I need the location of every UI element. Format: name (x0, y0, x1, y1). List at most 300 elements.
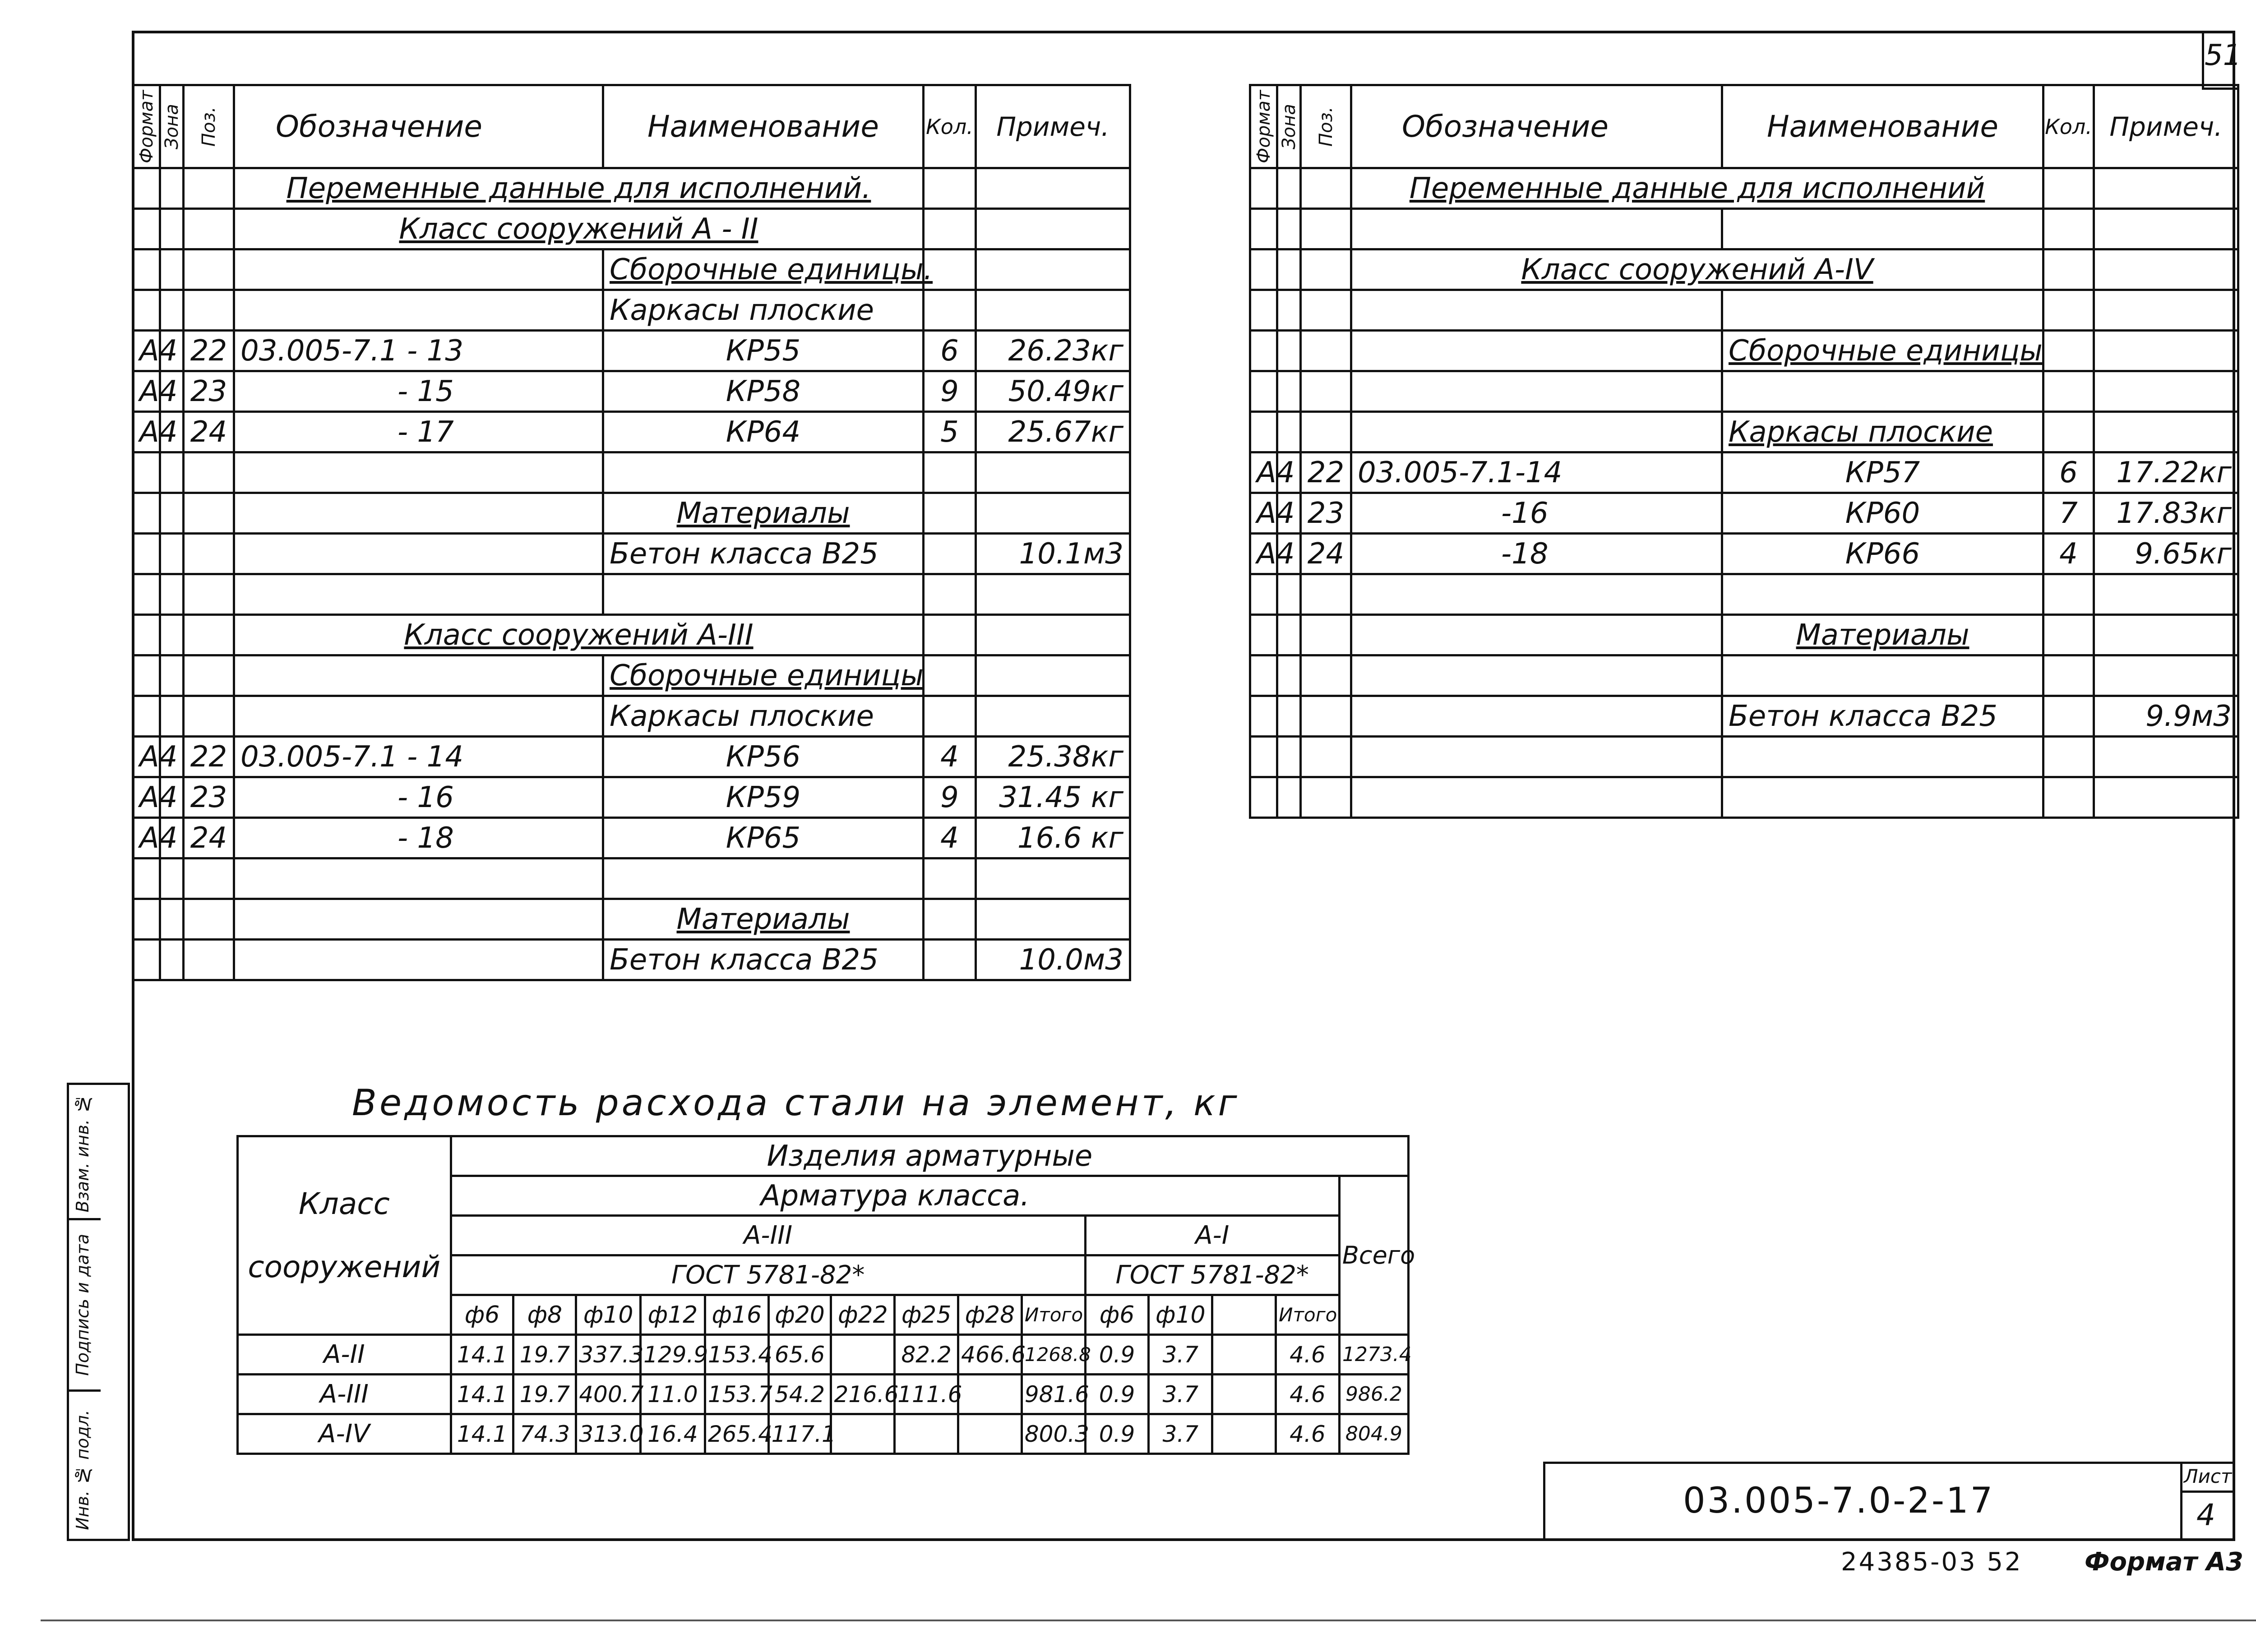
pos-cell (184, 615, 234, 655)
steel-value-cell: 54.2 (768, 1375, 831, 1414)
spec-row (133, 371, 1130, 412)
steel-col-header: ф12 (641, 1295, 705, 1335)
pos-cell (184, 209, 234, 249)
designation-cell (234, 940, 603, 980)
format-label: Формат А3 (2085, 1547, 2243, 1577)
qty-cell (2043, 737, 2094, 777)
spec-row (133, 858, 1130, 899)
note-cell: 9.9м3 (2094, 696, 2238, 737)
qty-cell (2043, 168, 2094, 209)
header-note: Примеч. (2094, 85, 2238, 168)
steel-row (238, 1375, 1409, 1414)
name-cell (1722, 290, 2043, 331)
format-cell (1250, 290, 1277, 331)
qty-cell (2043, 412, 2094, 452)
section-heading (1351, 249, 2043, 290)
side-stamp (67, 1083, 130, 1541)
spec-row (133, 818, 1130, 858)
designation-cell (1351, 777, 1722, 818)
note-cell: 25.38кг (976, 737, 1130, 777)
name-cell (603, 940, 924, 980)
note-cell (2094, 655, 2238, 696)
steel-col-header: ф6 (451, 1295, 513, 1335)
name-text: Сборочные единицы (1729, 334, 2043, 368)
gost-a3: ГОСТ 5781-82* (451, 1255, 1085, 1295)
name-text: Каркасы плоские (610, 293, 874, 327)
name-text: Бетон класса В25 (610, 943, 878, 977)
format-cell (133, 615, 160, 655)
name-cell (1722, 615, 2043, 655)
pos-cell (1301, 331, 1351, 371)
name-text: КР55 (726, 334, 801, 368)
steel-value-cell: 313.0 (576, 1414, 641, 1454)
class-cell: А-III (238, 1375, 451, 1414)
format-cell (1250, 574, 1277, 615)
steel-row (238, 1414, 1409, 1454)
qty-cell (2043, 777, 2094, 818)
format-cell (133, 899, 160, 940)
pos-cell (184, 655, 234, 696)
name-cell (603, 858, 924, 899)
designation-cell (234, 574, 603, 615)
name-cell (1722, 331, 2043, 371)
name-cell (603, 412, 924, 452)
steel-value-cell (958, 1375, 1022, 1414)
sheet-number-bottom: 4 (2196, 1498, 2215, 1532)
designation-cell (234, 534, 603, 574)
zone-cell (1277, 168, 1301, 209)
designation-cell (1351, 412, 1722, 452)
name-text: Сборочные единицы (610, 659, 924, 692)
pos-cell: 22 (1301, 452, 1351, 493)
format-cell (1250, 168, 1277, 209)
format-cell: А4 (133, 737, 160, 777)
qty-cell (924, 452, 976, 493)
format-cell (1250, 777, 1277, 818)
steel-table-title: Ведомость расхода стали на элемент, кг (352, 1082, 1240, 1124)
gost-a1: ГОСТ 5781-82* (1085, 1255, 1339, 1295)
name-text: КР59 (726, 780, 801, 814)
name-text: КР56 (726, 740, 801, 774)
designation-cell: 03.005-7.1 - 14 (234, 737, 603, 777)
qty-cell (2043, 371, 2094, 412)
zone-cell (160, 940, 184, 980)
zone-cell (160, 534, 184, 574)
pos-cell (184, 168, 234, 209)
spec-row (133, 899, 1130, 940)
header-format: Формат (1250, 85, 1277, 168)
pos-cell: 22 (184, 737, 234, 777)
zone-cell (1277, 331, 1301, 371)
name-cell (603, 331, 924, 371)
spec-row (1250, 655, 2238, 696)
note-cell (2094, 737, 2238, 777)
steel-col-header: ф8 (513, 1295, 576, 1335)
sign-date-label: Подпись и дата (73, 1234, 92, 1376)
zone-cell (1277, 209, 1301, 249)
rebar-header: Арматура класса. (451, 1176, 1339, 1216)
format-cell (133, 655, 160, 696)
class-header-line2: сооружений (248, 1249, 441, 1284)
spec-row (133, 696, 1130, 737)
qty-cell (2043, 331, 2094, 371)
qty-cell (924, 899, 976, 940)
designation-cell (1351, 290, 1722, 331)
section-heading-text: Переменные данные для исполнений (1409, 171, 1985, 205)
pos-cell (1301, 412, 1351, 452)
products-header: Изделия арматурные (451, 1136, 1408, 1176)
pos-cell (184, 290, 234, 331)
header-designation: Обозначение (234, 85, 603, 168)
qty-cell (924, 574, 976, 615)
steel-value-cell: 1268.8 (1022, 1335, 1085, 1375)
steel-value-cell: 117.1 (768, 1414, 831, 1454)
designation-cell (1351, 696, 1722, 737)
format-cell: А4 (1250, 493, 1277, 534)
note-cell: 17.22кг (2094, 452, 2238, 493)
format-cell (133, 858, 160, 899)
steel-col-header: ф28 (958, 1295, 1022, 1335)
spec-row (133, 655, 1130, 696)
name-cell (603, 452, 924, 493)
archive-number: 24385-03 52 (1841, 1547, 2023, 1577)
note-cell: 10.0м3 (976, 940, 1130, 980)
zone-cell (1277, 412, 1301, 452)
name-text: КР65 (726, 821, 801, 855)
steel-value-cell: 14.1 (451, 1335, 513, 1375)
zone-cell (160, 655, 184, 696)
header-zone: Зона (160, 85, 184, 168)
note-cell (976, 655, 1130, 696)
spec-row (133, 493, 1130, 534)
steel-total-cell: 1273.4 (1339, 1335, 1408, 1375)
steel-value-cell: 11.0 (641, 1375, 705, 1414)
spec-row (1250, 493, 2238, 534)
inv-orig-label: Инв. № подл. (73, 1410, 92, 1530)
qty-cell (924, 493, 976, 534)
name-cell (603, 777, 924, 818)
steel-total-cell: 804.9 (1339, 1414, 1408, 1454)
note-cell (976, 615, 1130, 655)
pos-cell (1301, 574, 1351, 615)
format-cell (1250, 331, 1277, 371)
name-text: Бетон класса В25 (610, 537, 878, 571)
spec-row (133, 290, 1130, 331)
zone-cell (160, 899, 184, 940)
note-cell: 10.1м3 (976, 534, 1130, 574)
steel-value-cell: 153.7 (705, 1375, 768, 1414)
steel-value-cell: 74.3 (513, 1414, 576, 1454)
qty-cell (924, 940, 976, 980)
header-designation: Обозначение (1351, 85, 1722, 168)
zone-cell (1277, 737, 1301, 777)
qty-cell: 6 (924, 331, 976, 371)
steel-value-cell: 14.1 (451, 1375, 513, 1414)
spec-row (133, 209, 1130, 249)
pos-cell (1301, 737, 1351, 777)
section-heading-text: Класс сооружений А-IV (1521, 253, 1873, 286)
steel-value-cell: 4.6 (1276, 1414, 1340, 1454)
pos-cell: 22 (184, 331, 234, 371)
zone-cell (1277, 249, 1301, 290)
pos-cell (184, 452, 234, 493)
format-cell (1250, 249, 1277, 290)
name-cell (1722, 534, 2043, 574)
spec-row (133, 737, 1130, 777)
pos-cell (1301, 655, 1351, 696)
section-heading-text: Класс сооружений А-III (404, 618, 754, 652)
format-cell (133, 452, 160, 493)
note-cell (2094, 209, 2238, 249)
format-cell: А4 (133, 371, 160, 412)
steel-value-cell (1212, 1414, 1276, 1454)
spec-row (1250, 209, 2238, 249)
format-cell (133, 209, 160, 249)
qty-cell (924, 168, 976, 209)
qty-cell (924, 209, 976, 249)
pos-cell (1301, 249, 1351, 290)
header-pos: Поз. (1301, 85, 1351, 168)
steel-value-cell (895, 1414, 958, 1454)
spec-row (1250, 615, 2238, 655)
steel-col-header: ф16 (705, 1295, 768, 1335)
steel-col-header: Итого (1022, 1295, 1085, 1335)
name-cell (1722, 412, 2043, 452)
steel-value-cell: 0.9 (1085, 1375, 1149, 1414)
pos-cell: 23 (184, 777, 234, 818)
designation-cell (1351, 371, 1722, 412)
spec-row (1250, 371, 2238, 412)
zone-cell (1277, 290, 1301, 331)
name-text: КР66 (1845, 537, 1920, 571)
qty-cell: 9 (924, 371, 976, 412)
designation-cell: -18 (1351, 534, 1722, 574)
steel-consumption-table (236, 1135, 1415, 1455)
header-note: Примеч. (976, 85, 1130, 168)
designation-cell (1351, 655, 1722, 696)
format-cell: А4 (1250, 452, 1277, 493)
zone-cell (1277, 655, 1301, 696)
designation-cell (234, 655, 603, 696)
spec-row (1250, 574, 2238, 615)
steel-value-cell (831, 1414, 895, 1454)
bottom-rule (41, 1620, 2256, 1621)
designation-cell (1351, 209, 1722, 249)
designation-cell (234, 696, 603, 737)
note-cell (976, 249, 1130, 290)
designation-cell: 03.005-7.1 - 13 (234, 331, 603, 371)
name-text: Материалы (676, 902, 850, 936)
note-cell (2094, 249, 2238, 290)
note-cell (2094, 168, 2238, 209)
format-cell (133, 696, 160, 737)
name-cell (603, 696, 924, 737)
pos-cell (1301, 696, 1351, 737)
pos-cell (1301, 168, 1351, 209)
name-cell (603, 737, 924, 777)
format-cell (133, 168, 160, 209)
designation-cell (1351, 331, 1722, 371)
designation-cell (234, 452, 603, 493)
spec-row (133, 777, 1130, 818)
spec-row (1250, 777, 2238, 818)
steel-row (238, 1335, 1409, 1375)
qty-cell: 7 (2043, 493, 2094, 534)
steel-value-cell: 3.7 (1149, 1335, 1212, 1375)
qty-cell (924, 696, 976, 737)
steel-col-header: ф20 (768, 1295, 831, 1335)
name-cell (1722, 574, 2043, 615)
name-text: Материалы (1796, 618, 1969, 652)
qty-cell: 4 (924, 737, 976, 777)
zone-cell (1277, 371, 1301, 412)
document-code: 03.005-7.0-2-17 (1683, 1481, 1995, 1521)
format-cell (1250, 615, 1277, 655)
qty-cell: 9 (924, 777, 976, 818)
a3-header: А-III (451, 1216, 1085, 1255)
left-spec-table (132, 84, 1131, 981)
note-cell (976, 574, 1130, 615)
designation-cell: -16 (1351, 493, 1722, 534)
qty-cell: 6 (2043, 452, 2094, 493)
steel-value-cell (1212, 1375, 1276, 1414)
qty-cell (2043, 290, 2094, 331)
steel-value-cell: 800.3 (1022, 1414, 1085, 1454)
format-cell (133, 290, 160, 331)
section-heading (1351, 168, 2043, 209)
zone-cell (160, 290, 184, 331)
header-name: Наименование (603, 85, 924, 168)
note-cell (976, 696, 1130, 737)
section-heading (234, 615, 924, 655)
qty-cell (924, 615, 976, 655)
name-cell (603, 899, 924, 940)
name-cell (1722, 696, 2043, 737)
name-text: КР57 (1845, 456, 1920, 489)
format-cell: А4 (133, 777, 160, 818)
note-cell (976, 209, 1130, 249)
name-cell (603, 655, 924, 696)
zone-cell (1277, 574, 1301, 615)
steel-col-header: ф22 (831, 1295, 895, 1335)
spec-row (133, 615, 1130, 655)
format-cell (133, 940, 160, 980)
format-cell (1250, 209, 1277, 249)
note-cell (2094, 574, 2238, 615)
header-qty: Кол. (2043, 85, 2094, 168)
steel-value-cell: 265.4 (705, 1414, 768, 1454)
spec-row (133, 331, 1130, 371)
designation-cell: - 17 (234, 412, 603, 452)
header-format: Формат (133, 85, 160, 168)
qty-cell (924, 655, 976, 696)
class-cell: А-II (238, 1335, 451, 1375)
section-heading (234, 209, 924, 249)
spec-row (1250, 534, 2238, 574)
name-cell (1722, 737, 2043, 777)
section-heading-text: Класс сооружений А - II (399, 212, 758, 246)
name-cell (603, 290, 924, 331)
note-cell: 31.45 кг (976, 777, 1130, 818)
name-cell (1722, 655, 2043, 696)
name-text: КР64 (726, 415, 801, 449)
spec-row (1250, 412, 2238, 452)
header-pos: Поз. (184, 85, 234, 168)
pos-cell: 23 (1301, 493, 1351, 534)
spec-row (133, 574, 1130, 615)
steel-value-cell: 4.6 (1276, 1375, 1340, 1414)
steel-value-cell: 3.7 (1149, 1375, 1212, 1414)
steel-col-header (1212, 1295, 1276, 1335)
qty-cell: 4 (924, 818, 976, 858)
steel-value-cell: 0.9 (1085, 1335, 1149, 1375)
spec-row (133, 168, 1130, 209)
section-heading (234, 168, 924, 209)
note-cell: 25.67кг (976, 412, 1130, 452)
pos-cell (184, 574, 234, 615)
qty-cell (924, 858, 976, 899)
zone-cell (160, 696, 184, 737)
steel-value-cell (1212, 1335, 1276, 1375)
steel-value-cell: 981.6 (1022, 1375, 1085, 1414)
zone-cell (160, 493, 184, 534)
qty-cell (2043, 655, 2094, 696)
zone-cell (160, 249, 184, 290)
format-cell (133, 493, 160, 534)
note-cell (976, 168, 1130, 209)
note-cell: 9.65кг (2094, 534, 2238, 574)
spec-row (1250, 249, 2238, 290)
pos-cell: 23 (184, 371, 234, 412)
format-cell: А4 (133, 412, 160, 452)
qty-cell (2043, 249, 2094, 290)
format-cell (1250, 696, 1277, 737)
format-cell (1250, 412, 1277, 452)
designation-cell: - 18 (234, 818, 603, 858)
pos-cell: 24 (1301, 534, 1351, 574)
note-cell (2094, 371, 2238, 412)
name-cell (1722, 493, 2043, 534)
designation-cell (234, 493, 603, 534)
name-text: КР58 (726, 374, 801, 408)
designation-cell (1351, 615, 1722, 655)
replace-inv-label: Взам. инв. № (73, 1094, 92, 1213)
name-text: Каркасы плоские (1729, 415, 1993, 449)
steel-col-header: Итого (1276, 1295, 1340, 1335)
zone-cell (160, 615, 184, 655)
note-cell (976, 899, 1130, 940)
header-zone: Зона (1277, 85, 1301, 168)
format-cell (1250, 371, 1277, 412)
spec-row (133, 412, 1130, 452)
sheet-number: 51 (2205, 39, 2242, 72)
note-cell (2094, 777, 2238, 818)
format-cell: А4 (1250, 534, 1277, 574)
note-cell: 50.49кг (976, 371, 1130, 412)
steel-value-cell: 111.6 (895, 1375, 958, 1414)
steel-value-cell: 82.2 (895, 1335, 958, 1375)
name-text: КР60 (1845, 496, 1920, 530)
format-cell: А4 (133, 331, 160, 371)
spec-row (133, 452, 1130, 493)
pos-cell: 24 (184, 818, 234, 858)
format-cell (1250, 737, 1277, 777)
name-cell (603, 574, 924, 615)
pos-cell (184, 858, 234, 899)
steel-value-cell (958, 1414, 1022, 1454)
designation-cell (1351, 737, 1722, 777)
note-cell (2094, 331, 2238, 371)
